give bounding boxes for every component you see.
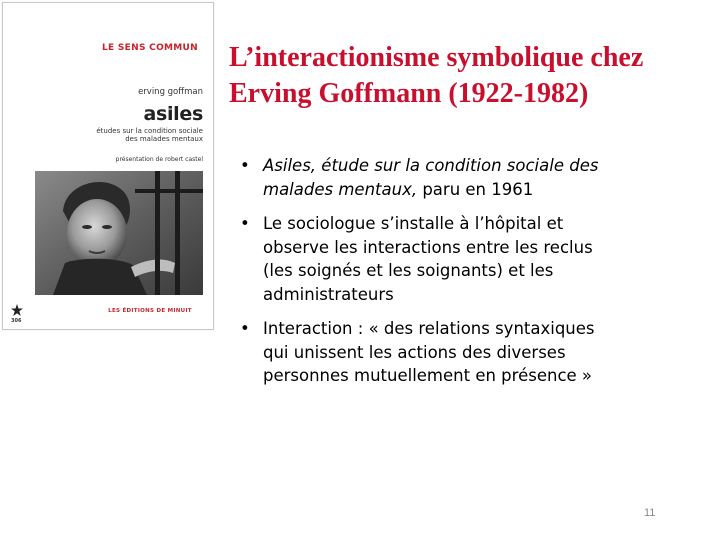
bullet-item [240,317,700,388]
bullet-text: paru en 1961 [417,179,534,199]
cover-subtitle-line: études sur la condition sociale [96,127,203,135]
cover-photo [35,171,203,295]
slide-title-line: Erving Goffmann (1922-1982) [229,78,589,109]
cover-series-number: 306 [11,318,22,324]
cover-title: asiles [143,103,203,125]
slide-title-line: L’interactionisme symbolique chez [229,42,644,73]
cover-subtitle-line: des malades mentaux [125,135,203,143]
book-cover [2,2,214,330]
cover-presentation: présentation de robert castel [115,156,203,163]
slide-title [229,40,720,112]
bullet-dot: • [240,214,250,233]
bullet-list [240,154,700,399]
bullet-text: qui unissent les actions des diverses [263,342,566,362]
cover-author: erving goffman [138,87,203,97]
bullet-item [240,212,700,306]
bullet-item [240,154,700,201]
bullet-text: Interaction : « des relations syntaxiques [263,319,595,338]
bullet-dot: • [240,319,250,338]
cover-publisher: LES ÉDITIONS DE MINUIT [108,308,192,314]
page-number: 11 [644,507,656,519]
bullet-italic-text: malades mentaux, [263,179,418,199]
bullet-text: administrateurs [263,284,394,304]
bullet-text: Le sociologue s’installe à l’hôpital et [263,214,564,233]
bullet-text: personnes mutuellement en présence » [263,366,593,385]
bullet-text: (les soignés et les soignants) et les [263,261,554,280]
bullet-dot: • [240,156,250,175]
bullet-italic-text: Asiles, étude sur la condition sociale des [263,156,599,175]
bullet-text: observe les interactions entre les reclus [263,237,593,257]
cover-subtitle [83,127,203,143]
cover-collection: LE SENS COMMUN [101,43,198,53]
